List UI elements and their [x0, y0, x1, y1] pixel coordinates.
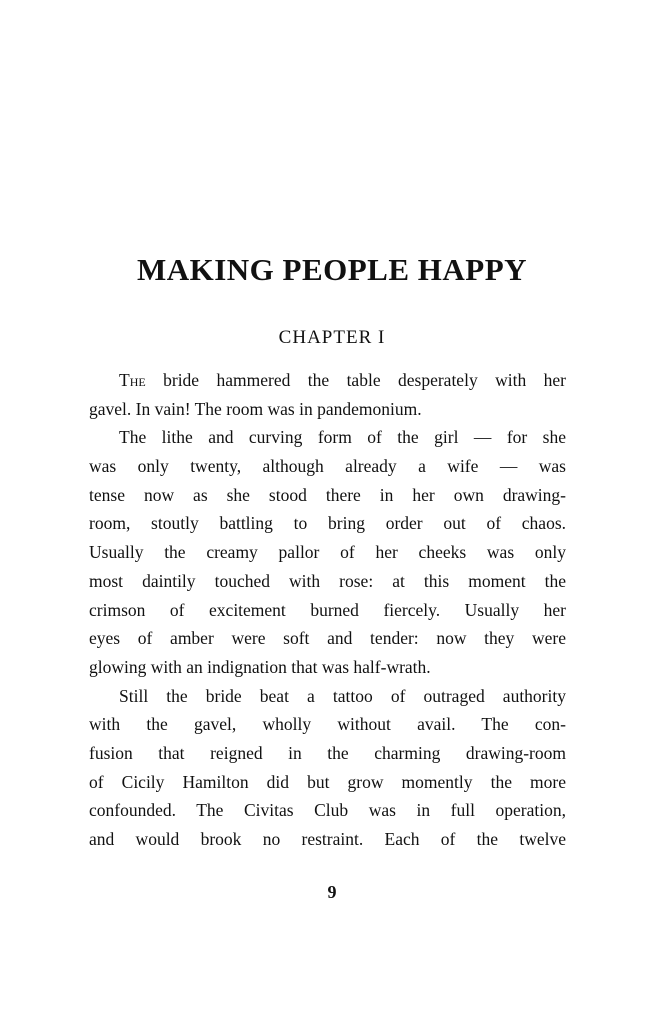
book-title: MAKING PEOPLE HAPPY [136, 252, 528, 287]
paragraph-line: glowing with an indignation that was half-wrath. [89, 656, 431, 677]
paragraph-line: gavel. In vain! The room was in pandemonium. [89, 398, 422, 419]
paragraph-line: eyes of amber were soft and tender: now they were [89, 628, 566, 649]
paragraph-line: Usually the creamy pallor of her cheeks was only [89, 542, 566, 563]
paragraph-line: tense now as she stood there in her own drawing- [89, 484, 566, 505]
paragraph-line: most daintily touched with rose: at this moment the [89, 570, 566, 591]
paragraph-line [89, 366, 566, 395]
paragraph-line: Still the bride beat a tattoo of outraged authority [119, 685, 566, 706]
lead-word: The [119, 370, 146, 390]
paragraph-line: fusion that reigned in the charming drawing-room [89, 742, 566, 763]
paragraph-line: was only twenty, although already a wife — was [89, 456, 566, 477]
page-number: 9 [327, 882, 337, 902]
line-text: bride hammered the table desperately with her [145, 370, 566, 390]
paragraph-line: The lithe and curving form of the girl — for she [119, 427, 566, 448]
chapter-heading: CHAPTER I [278, 327, 386, 348]
paragraph-line: confounded. The Civitas Club was in full operation, [89, 800, 566, 821]
paragraph-line: and would brook no restraint. Each of the twelve [89, 829, 566, 849]
paragraph-line: room, stoutly battling to bring order out of chaos. [89, 513, 566, 534]
paragraph-line: crimson of excitement burned fiercely. Usually her [89, 599, 566, 620]
paragraph-line: with the gavel, wholly without avail. The con- [89, 714, 566, 735]
paragraph-line: of Cicily Hamilton did but grow momently the more [89, 771, 566, 792]
chapter-body [89, 366, 566, 854]
